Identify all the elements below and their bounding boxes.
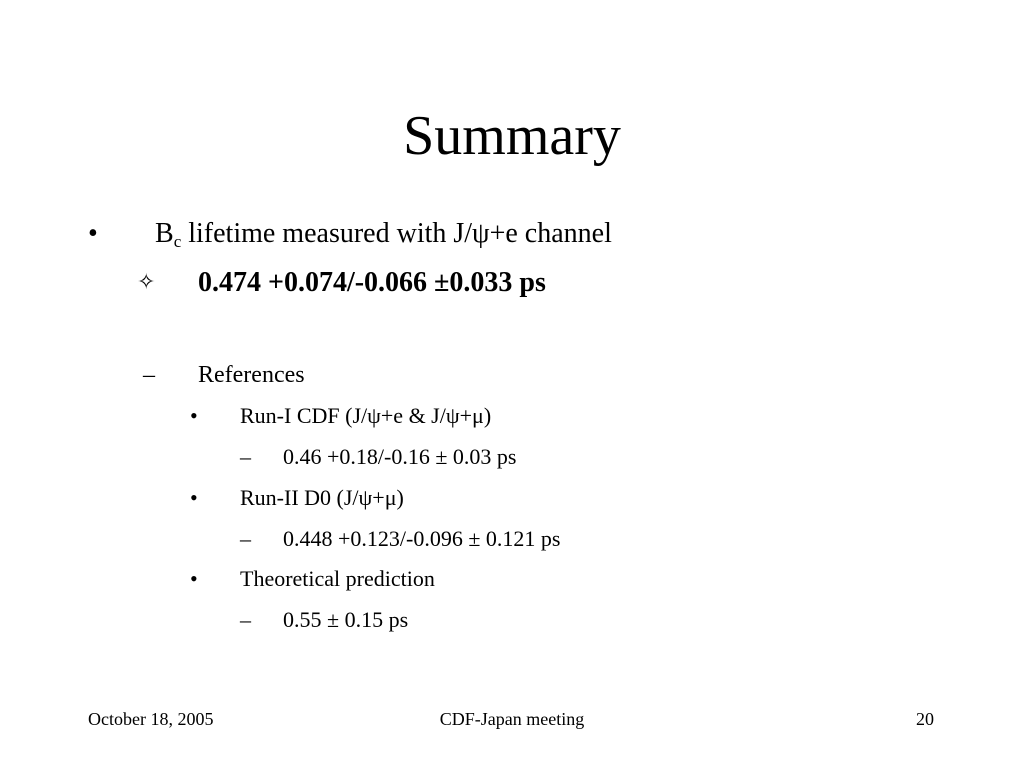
run2-label: Run-II D0 (J/ψ+μ) <box>240 485 404 510</box>
theory-label: Theoretical prediction <box>240 566 435 591</box>
theory-value: 0.55 ± 0.15 ps <box>283 607 409 632</box>
bullet-marker: • <box>190 403 198 428</box>
dash-marker: – <box>240 444 251 469</box>
bc-subscript: c <box>173 232 182 251</box>
footer-meeting: CDF-Japan meeting <box>439 709 585 729</box>
run1-label: Run-I CDF (J/ψ+e & J/ψ+μ) <box>240 403 492 428</box>
star-outline-icon: ✧ <box>137 270 156 295</box>
dash-marker: – <box>143 362 155 388</box>
footer-date: October 18, 2005 <box>88 709 214 729</box>
run2-value: 0.448 +0.123/-0.096 ± 0.121 ps <box>283 526 561 551</box>
dash-marker: – <box>240 526 251 551</box>
page-number: 20 <box>916 709 934 729</box>
bullet-main-text: lifetime measured with J/ψ+e channel <box>181 218 612 249</box>
bullet-marker: • <box>190 485 198 510</box>
lifetime-result: 0.474 +0.074/-0.066 ±0.033 ps <box>198 267 546 298</box>
references-label: References <box>198 362 305 388</box>
dash-marker: – <box>240 607 251 632</box>
bullet-bc-lifetime <box>155 217 612 251</box>
slide-title: Summary <box>403 105 621 167</box>
bullet-marker: • <box>190 566 198 591</box>
bc-symbol: B <box>155 218 174 249</box>
bullet-marker: • <box>88 218 98 249</box>
run1-value: 0.46 +0.18/-0.16 ± 0.03 ps <box>283 444 517 469</box>
